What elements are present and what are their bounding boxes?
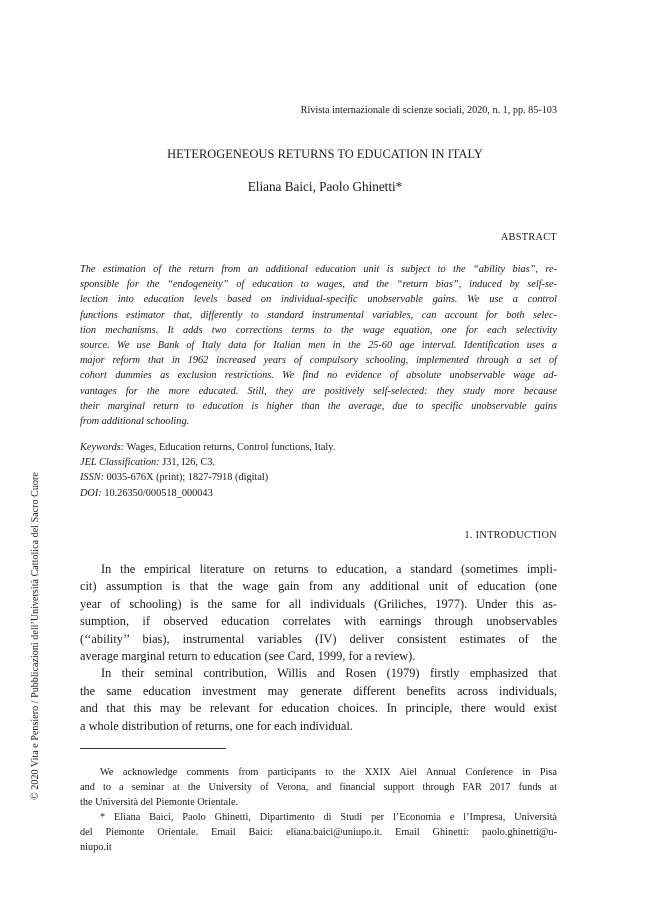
jel-row bbox=[80, 455, 557, 470]
doi-value: 10.26350/000518_000043 bbox=[104, 487, 213, 499]
abstract-line: cohort dummies as exclusion restrictions. We find no evidence of absolute unobservable wage ad- bbox=[80, 370, 557, 382]
paper-title: HETEROGENEOUS RETURNS TO EDUCATION IN ITALY bbox=[167, 147, 483, 161]
abstract-line: from additional schooling. bbox=[80, 416, 190, 428]
paragraph-line: sumption, if observed education correlates with earnings through unobservables bbox=[80, 614, 557, 629]
journal-reference: Rivista internazionale di scienze sociali, 2020, n. 1, pp. 85-103 bbox=[300, 105, 557, 116]
issn-label: ISSN: bbox=[80, 472, 105, 484]
article-metadata bbox=[80, 440, 557, 501]
jel-value: J31, I26, C3. bbox=[162, 457, 216, 469]
footnote-affiliation bbox=[80, 810, 557, 855]
keywords-value: Wages, Education returns, Control functions, Italy. bbox=[126, 442, 336, 453]
footnote-acknowledgements bbox=[80, 765, 557, 810]
paragraph-line: and that this may be relevant for education choices. In principle, there would exist bbox=[80, 701, 557, 716]
abstract-line: functions estimator that, differently to standard instrumental variables, can account for both selec- bbox=[80, 309, 557, 321]
footnote-line: the Università del Piemonte Orientale. bbox=[80, 797, 239, 808]
footnotes bbox=[80, 765, 557, 855]
paragraph-line: cit) assumption is that the wage gain from any additional unit of education (one bbox=[80, 579, 557, 594]
doi-label: DOI: bbox=[80, 487, 102, 499]
abstract-line: The estimation of the return from an additional education unit is subject to the “ability bias”, re- bbox=[80, 264, 557, 275]
abstract-line: tion mechanisms. It adds two corrections terms to the wage equation, one for each selectivity bbox=[80, 324, 557, 336]
issn-value: 0035-676X (print); 1827-7918 (digital) bbox=[106, 472, 269, 484]
abstract-line: lection into education levels based on individual-specific unobservable gains. We use a control bbox=[80, 294, 557, 306]
abstract-line: their marginal return to education is higher than the average, due to specific unobservable gains bbox=[80, 400, 557, 412]
copyright-notice: © 2020 Vita e Pensiero / Pubblicazioni dell’Università Cattolica del Sacro Cuore bbox=[30, 472, 41, 800]
abstract-line: source. We use Bank of Italy data for Italian men in the 25-60 age interval. Identification uses a bbox=[80, 340, 557, 352]
paragraph-line: year of schooling) is the same for all individuals (Griliches, 1977). Under this as- bbox=[80, 596, 557, 611]
abstract-body bbox=[80, 262, 557, 429]
footnote-line: niupo.it bbox=[80, 842, 112, 853]
footnote-line: and to a seminar at the University of Verona, and financial support through FAR 2017 funds at bbox=[80, 782, 557, 793]
paragraph-line: In their seminal contribution, Willis and Rosen (1979) firstly emphasized that bbox=[101, 666, 557, 681]
abstract-line: vantages for the more educated. Still, they are positively self-selected: they study more because bbox=[80, 385, 557, 397]
paragraph bbox=[80, 665, 557, 735]
abstract-heading: ABSTRACT bbox=[500, 232, 557, 243]
footnote-divider bbox=[80, 748, 226, 749]
paragraph bbox=[80, 561, 557, 665]
issn-row bbox=[80, 470, 557, 485]
doi-row bbox=[80, 486, 557, 501]
paragraph-line: average marginal return to education (see Card, 1999, for a review). bbox=[80, 649, 416, 664]
introduction-body bbox=[80, 561, 557, 735]
keywords-row bbox=[80, 440, 557, 455]
keywords-label: Keywords: bbox=[80, 442, 125, 453]
footnote-line: We acknowledge comments from participants to the XXIX Aiel Annual Conference in Pisa bbox=[100, 767, 557, 778]
abstract-line: sponsible for the “endogeneity” of education to wages, and the “return bias”, induced by self-se- bbox=[80, 279, 557, 291]
paragraph-line: a whole distribution of returns, one for each individual. bbox=[80, 718, 353, 733]
paragraph-line: In the empirical literature on returns to education, a standard (sometimes impli- bbox=[101, 562, 557, 576]
jel-label: JEL Classification: bbox=[80, 457, 160, 469]
section-heading: 1. INTRODUCTION bbox=[464, 530, 557, 541]
footnote-line: del Piemonte Orientale. Email Baici: eliana.baici@uniupo.it. Email Ghinetti: paolo.ghinetti@u- bbox=[80, 827, 557, 838]
author-list: Eliana Baici, Paolo Ghinetti* bbox=[247, 179, 403, 194]
footnote-line: * Eliana Baici, Paolo Ghinetti, Dipartimento di Studi per l’Economia e l’Impresa, Università bbox=[100, 812, 557, 823]
paragraph-line: the same education investment may generate different benefits across individuals, bbox=[80, 683, 557, 698]
paragraph-line: (‘‘ability’’ bias), instrumental variables (IV) deliver consistent estimates of the bbox=[80, 631, 557, 646]
abstract-line: major reform that in 1962 increased years of compulsory schooling, implemented through a set of bbox=[80, 355, 557, 367]
